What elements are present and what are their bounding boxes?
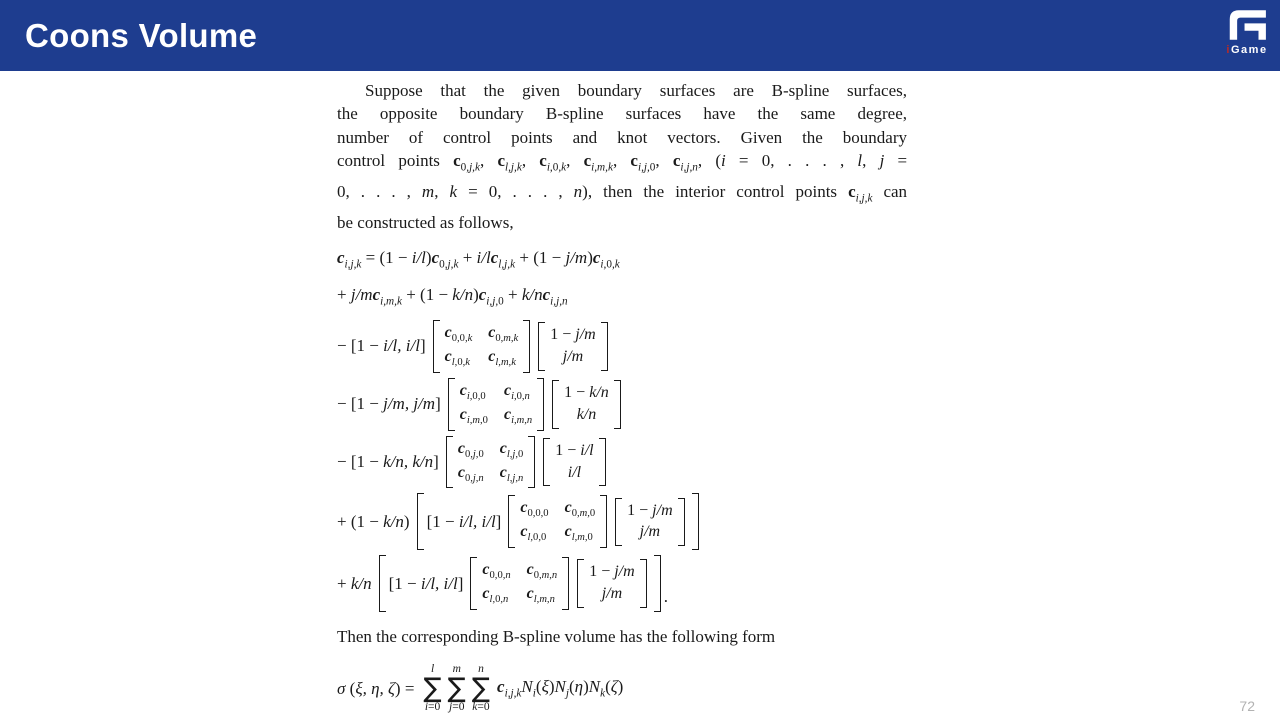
matrix-cell: $c_{0,0,k}$ (444, 324, 473, 345)
outer-bracket-group (379, 555, 661, 612)
right-bracket (562, 557, 569, 610)
right-bracket (537, 378, 544, 431)
equation-tail: . (663, 587, 668, 607)
closing-sentence: Then the corresponding B-spline volume has the following form (337, 627, 776, 647)
matrix-cells (455, 378, 537, 431)
matrix-cells (440, 320, 524, 373)
equation-sign-term: − [1 − k/n, k/n] (337, 452, 439, 472)
vector-cells (545, 322, 600, 371)
column-vector (543, 438, 605, 487)
equation-line: + $j/mc_{i,m,k} + (1 - k/n)c_{i,j,0} + k/nc_{i,j,n}$ (337, 284, 568, 307)
vector-cells (550, 438, 598, 487)
sigma-icon: ∑ (447, 672, 466, 704)
sum-over-j (448, 663, 466, 714)
vector-cells (584, 559, 639, 608)
left-bracket (446, 436, 453, 489)
paragraph-line: be constructed as follows, (337, 212, 514, 232)
page-number: 72 (1239, 698, 1255, 714)
left-bracket (577, 559, 584, 608)
outer-bracket-content (424, 493, 692, 550)
matrix-cell: $c_{i,m,0}$ (459, 405, 488, 426)
vector-cell: 1 − k/n (564, 383, 609, 401)
equation-line (337, 555, 907, 612)
vector-cells (622, 498, 677, 547)
paragraph-line: Suppose that the given boundary surfaces are B-spline surfaces, (365, 81, 907, 100)
equation-sign-term: + (1 − k/n) (337, 511, 410, 531)
column-vector (577, 559, 646, 608)
sum-upper-limit: n (478, 663, 484, 676)
column-vector (552, 380, 621, 429)
right-bracket (523, 320, 530, 373)
vector-cell: k/n (576, 405, 597, 423)
matrix-cell: $c_{0,0,n}$ (482, 561, 511, 582)
sum-upper-limit: l (430, 663, 435, 676)
vector-cells (559, 380, 614, 429)
matrix-cell: $c_{l,m,n}$ (526, 585, 555, 606)
equation-line (337, 378, 907, 431)
matrix-cells (453, 436, 528, 489)
sigma-icon: ∑ (471, 672, 491, 704)
left-bracket (552, 380, 559, 429)
right-bracket (600, 495, 607, 548)
left-bracket (470, 557, 477, 610)
row-vector-term: [1 − i/l, i/l] (426, 511, 502, 531)
bspline-volume-formula (337, 663, 907, 714)
matrix-cells (515, 495, 600, 548)
matrix (448, 378, 544, 431)
matrix-cell: $c_{l,0,k}$ (444, 347, 470, 369)
igame-logo (1224, 6, 1270, 56)
left-bracket (433, 320, 440, 373)
matrix-cell: $c_{i,0,n}$ (503, 381, 530, 402)
formula-rhs: $c_{i,j,k}N_i(\xi)N_j(\eta)N_k(\zeta)$ (497, 677, 624, 700)
sigma-icon: ∑ (423, 672, 442, 704)
matrix-cell: $c_{l,m,0}$ (564, 523, 593, 544)
matrix-cell: $c_{0,j,n}$ (457, 463, 484, 484)
matrix-cell: $c_{l,m,k}$ (488, 347, 516, 369)
sum-upper-limit: m (452, 663, 461, 676)
right-bracket (640, 559, 647, 608)
outer-bracket-group (417, 493, 699, 550)
matrix-cell: $c_{0,0,0}$ (520, 499, 549, 520)
equation-sign-term: − [1 − j/m, j/m] (337, 394, 441, 414)
vector-cell: j/m (601, 585, 623, 603)
matrix (433, 320, 531, 373)
vector-cell: 1 − i/l (555, 441, 594, 459)
right-bracket (692, 493, 699, 550)
matrix (470, 557, 569, 610)
paragraph-line: 0, . . . , m, k = 0, . . . , n), then the interior control points $c_{i,j,k}$ can (337, 182, 908, 205)
vector-cell: 1 − j/m (627, 501, 673, 519)
sum-over-k (472, 663, 490, 714)
matrix-cell: $c_{0,j,0}$ (457, 439, 484, 460)
formula-lhs: σ (ξ, η, ζ) = (337, 678, 415, 698)
equation-line: $c_{i,j,k} = (1 - i/l)c_{0,j,k} + i/lc_{l,j,k} + (1 - j/m)c_{i,0,k}$ (337, 248, 620, 271)
matrix-cell: $c_{l,j,n}$ (499, 463, 524, 484)
equation-sign-term: + k/n (337, 573, 372, 593)
right-bracket (614, 380, 621, 429)
igame-logo-text (1226, 45, 1267, 56)
matrix-cell: $c_{0,m,n}$ (526, 561, 558, 582)
matrix-cell: $c_{i,m,n}$ (503, 405, 533, 426)
right-bracket (599, 438, 606, 487)
sum-lower-limit: k=0 (472, 701, 490, 714)
content-column (337, 79, 907, 714)
matrix-cell: $c_{0,m,k}$ (488, 324, 519, 345)
slide-header (0, 0, 1280, 71)
equation-sign-term: − [1 − i/l, i/l] (337, 336, 426, 356)
outer-bracket-content (386, 555, 654, 612)
left-bracket (448, 378, 455, 431)
vector-cell: 1 − j/m (550, 326, 596, 344)
vector-cell: j/m (639, 523, 661, 541)
matrix-cell: $c_{l,j,0}$ (499, 439, 524, 460)
sum-lower-limit: i=0 (424, 701, 441, 714)
matrix-cells (477, 557, 562, 610)
matrix-cell: $c_{l,0,0}$ (520, 523, 547, 544)
matrix (446, 436, 535, 489)
paragraph-line: number of control points and knot vectors. Given the boundary (337, 127, 907, 147)
right-bracket (601, 322, 608, 371)
left-bracket (417, 493, 424, 550)
vector-cell: 1 − j/m (589, 563, 635, 581)
equation-line (337, 436, 907, 489)
coons-equation-block (337, 244, 907, 612)
paragraph-line: the opposite boundary B-spline surfaces have the same degree, (337, 104, 907, 124)
paragraph-line: control points $c_{0,j,k}$, $c_{l,j,k}$, $c_{i,0,k}$, $c_{i,m,k}$, $c_{i,j,0}$, $c_{i,j,n}$, (i = 0, . . . , l, j = (337, 151, 908, 174)
right-bracket (678, 498, 685, 547)
left-bracket (508, 495, 515, 548)
right-bracket (528, 436, 535, 489)
matrix-cell: $c_{l,0,n}$ (482, 585, 509, 606)
intro-paragraph (337, 79, 907, 234)
left-bracket (615, 498, 622, 547)
matrix (508, 495, 607, 548)
equation-line (337, 493, 907, 550)
row-vector-term: [1 − i/l, i/l] (388, 573, 464, 593)
vector-cell: i/l (567, 463, 582, 481)
vector-cell: j/m (562, 347, 584, 365)
left-bracket (543, 438, 550, 487)
matrix-cell: $c_{0,m,0}$ (564, 499, 596, 520)
sum-over-i (423, 663, 441, 714)
igame-logo-icon (1224, 6, 1270, 44)
logo-brand-rest: Game (1230, 44, 1268, 56)
matrix-cell: $c_{i,0,0}$ (459, 381, 486, 402)
logo-brand-i: i (1226, 44, 1231, 56)
left-bracket (538, 322, 545, 371)
left-bracket (379, 555, 386, 612)
column-vector (615, 498, 684, 547)
sum-lower-limit: j=0 (449, 701, 465, 714)
slide-title: Coons Volume (25, 16, 258, 54)
equation-line (337, 320, 907, 373)
right-bracket (654, 555, 661, 612)
column-vector (538, 322, 607, 371)
